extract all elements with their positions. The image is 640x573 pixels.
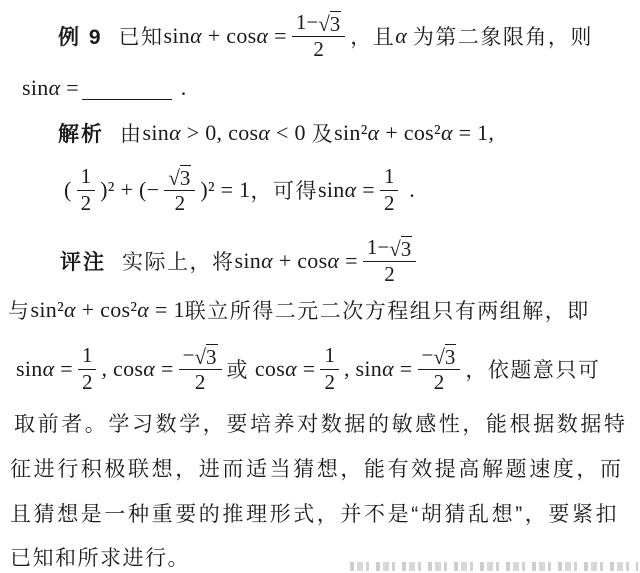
cropped-watermark-text bbox=[350, 562, 638, 571]
chinese-text: 已知和所求进行。 bbox=[10, 547, 190, 570]
alpha-symbol: α bbox=[169, 120, 181, 145]
fraction-denominator: 2 bbox=[313, 36, 324, 61]
square-root-icon: √ bbox=[168, 165, 180, 190]
fraction bbox=[380, 165, 399, 215]
fraction bbox=[363, 236, 416, 287]
alpha-symbol: α bbox=[137, 297, 150, 322]
alpha-symbol: α bbox=[63, 297, 76, 322]
fraction-denominator: 2 bbox=[383, 190, 395, 215]
chinese-text: 及 bbox=[311, 123, 335, 146]
math-text: sinα > 0, cosα < 0 bbox=[142, 120, 312, 145]
fraction-numerator: 1 bbox=[78, 344, 97, 370]
alpha-symbol: α bbox=[440, 120, 453, 145]
chinese-text: 或 bbox=[226, 359, 250, 382]
chinese-text: 已知 bbox=[118, 26, 164, 49]
alpha-symbol: α bbox=[344, 177, 357, 202]
fraction-denominator: 2 bbox=[433, 369, 445, 394]
comment-line-2 bbox=[8, 295, 590, 325]
radicand: 3 bbox=[444, 344, 456, 369]
fraction-denominator: 2 bbox=[80, 190, 92, 215]
fraction-denominator: 2 bbox=[174, 190, 186, 215]
comment-line-7 bbox=[10, 542, 190, 572]
radicand: 3 bbox=[400, 236, 412, 261]
alpha-symbol: α bbox=[382, 356, 394, 381]
alpha-symbol: α bbox=[395, 23, 408, 48]
comment-line-6 bbox=[10, 498, 619, 528]
math-text: )² = 1 bbox=[200, 177, 251, 202]
radicand: 3 bbox=[179, 165, 191, 190]
alpha-symbol: α bbox=[143, 356, 156, 381]
fraction bbox=[164, 165, 195, 216]
chinese-text: 实际上，将 bbox=[122, 251, 235, 274]
alpha-symbol: α bbox=[190, 23, 202, 48]
comment-line-1 bbox=[60, 232, 421, 290]
problem-line-2 bbox=[22, 73, 187, 103]
fraction bbox=[292, 11, 345, 62]
radicand: 3 bbox=[206, 344, 217, 369]
math-text: cosα = bbox=[249, 356, 316, 381]
chinese-text: 与 bbox=[8, 300, 31, 323]
alpha-symbol: α bbox=[261, 248, 273, 273]
alpha-symbol: α bbox=[367, 120, 380, 145]
math-text: . bbox=[403, 177, 416, 202]
math-text: sin²α + cos²α = 1 bbox=[30, 297, 185, 322]
fraction bbox=[77, 165, 96, 215]
square-root-icon: √ bbox=[389, 236, 401, 261]
radicand: 3 bbox=[329, 11, 341, 36]
chinese-text: 为第二象限角，则 bbox=[412, 26, 593, 49]
chinese-text: 由 bbox=[120, 123, 143, 146]
problem-line-1 bbox=[58, 7, 593, 65]
fraction bbox=[78, 344, 97, 394]
math-text: ( bbox=[64, 177, 72, 202]
alpha-symbol: α bbox=[256, 23, 269, 48]
answer-blank-underline bbox=[82, 76, 172, 100]
fraction-numerator bbox=[164, 165, 195, 191]
square-root-icon: √ bbox=[433, 344, 445, 369]
math-text: sinα + cosα = bbox=[234, 248, 358, 273]
fraction-numerator: − √ 3 bbox=[179, 344, 222, 370]
fraction-numerator: 1 bbox=[77, 165, 96, 191]
square-root-icon: √ bbox=[194, 344, 207, 369]
comment-line-3 bbox=[16, 340, 600, 398]
chinese-text: 取前者。学习数学，要培养对数据的敏感性，能根据数据特 bbox=[14, 413, 628, 436]
math-text: , cosα = bbox=[101, 356, 174, 381]
chinese-text: 征进行积极联想，进而适当猜想，能有效提高解题速度，而 bbox=[10, 458, 624, 481]
alpha-symbol: α bbox=[48, 75, 61, 100]
comment-line-4 bbox=[14, 408, 628, 438]
math-text: )² + (− bbox=[100, 177, 160, 202]
math-text: sinα = bbox=[16, 356, 73, 381]
fraction bbox=[179, 344, 222, 395]
fraction-numerator: 1− √ 3 bbox=[363, 236, 416, 262]
alpha-symbol: α bbox=[258, 120, 271, 145]
math-text bbox=[395, 23, 413, 49]
fraction-numerator: 1− √ 3 bbox=[292, 11, 345, 37]
alpha-symbol: α bbox=[42, 356, 55, 381]
chinese-text: ，可得 bbox=[250, 180, 318, 203]
chinese-text: ，依题意只可 bbox=[465, 359, 601, 382]
analysis-line-2 bbox=[64, 161, 415, 219]
chinese-text: ，且 bbox=[350, 26, 396, 49]
math-text: sinα = bbox=[317, 177, 375, 202]
square-root-icon: √ bbox=[318, 11, 330, 36]
fraction bbox=[418, 344, 461, 395]
fraction-numerator: 1 bbox=[320, 344, 339, 370]
alpha-symbol: α bbox=[327, 248, 340, 273]
alpha-symbol: α bbox=[285, 356, 297, 381]
section-label: 评注 bbox=[60, 251, 106, 274]
fraction-denominator: 2 bbox=[324, 369, 335, 394]
chinese-text: 且猜想是一种重要的推理形式，并不是“胡猜乱想”，要紧扣 bbox=[10, 503, 620, 526]
math-text: sin²α + cos²α = 1, bbox=[334, 120, 495, 145]
fraction-denominator: 2 bbox=[194, 369, 206, 394]
fraction-numerator: 1 bbox=[380, 165, 399, 191]
math-text: . bbox=[174, 75, 187, 100]
fraction-denominator: 2 bbox=[384, 261, 395, 286]
section-label: 例 9 bbox=[58, 26, 103, 49]
math-text: sinα = bbox=[22, 75, 79, 100]
fraction-numerator: − √ 3 bbox=[418, 344, 461, 370]
math-text: , sinα = bbox=[343, 356, 413, 381]
section-label: 解析 bbox=[58, 123, 104, 146]
chinese-text: 联立所得二元二次方程组只有两组解，即 bbox=[184, 300, 590, 323]
fraction bbox=[320, 344, 339, 394]
comment-line-5 bbox=[10, 453, 624, 483]
analysis-line-1 bbox=[58, 118, 494, 148]
fraction-denominator: 2 bbox=[81, 369, 93, 394]
math-text: sinα + cosα = bbox=[163, 23, 287, 48]
